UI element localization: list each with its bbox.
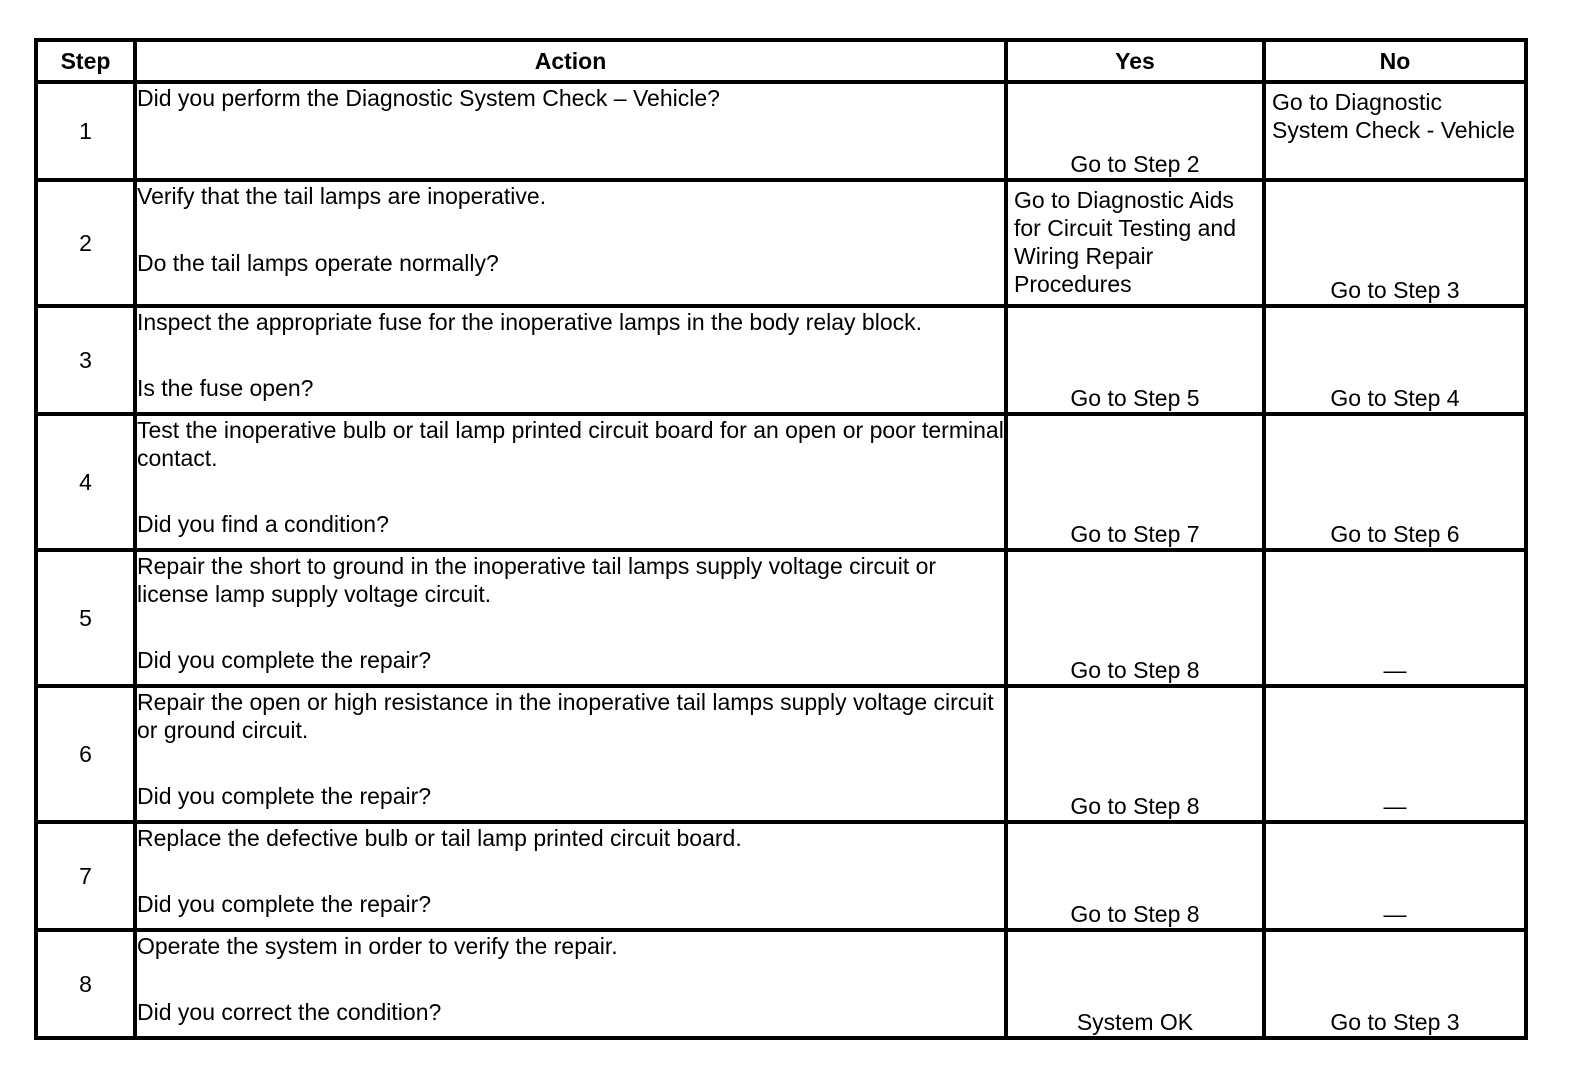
- yes-cell: Go to Step 8: [1006, 822, 1264, 930]
- header-no: No: [1264, 40, 1526, 82]
- action-cell: [135, 82, 1006, 180]
- header-step: Step: [36, 40, 135, 82]
- yes-cell: Go to Step 8: [1006, 686, 1264, 822]
- action-cell: [135, 550, 1006, 686]
- action-question: Did you find a condition?: [137, 511, 389, 537]
- action-instruction: Repair the open or high resistance in the inoperative tail lamps supply voltage circuit or ground circuit.: [137, 689, 994, 743]
- no-cell: Go to Step 6: [1264, 414, 1526, 550]
- step-number: 7: [36, 822, 135, 930]
- step-number: 3: [36, 306, 135, 414]
- action-instruction: Inspect the appropriate fuse for the inoperative lamps in the body relay block.: [137, 309, 923, 335]
- action-question: Did you complete the repair?: [137, 891, 432, 917]
- step-number: 2: [36, 180, 135, 306]
- step-number: 6: [36, 686, 135, 822]
- no-cell: Go to Diagnostic System Check - Vehicle: [1264, 82, 1526, 180]
- action-cell: [135, 414, 1006, 550]
- no-cell: —: [1264, 550, 1526, 686]
- action-instruction: Test the inoperative bulb or tail lamp printed circuit board for an open or poor terminal contact.: [137, 417, 1004, 471]
- yes-cell: Go to Step 5: [1006, 306, 1264, 414]
- yes-cell: Go to Step 7: [1006, 414, 1264, 550]
- table-row: [36, 414, 1526, 550]
- table-row: [36, 930, 1526, 1038]
- header-row: [36, 40, 1526, 82]
- action-question: Did you complete the repair?: [137, 647, 432, 673]
- action-instruction: Repair the short to ground in the inoperative tail lamps supply voltage circuit or license lamp supply voltage circuit.: [137, 553, 937, 607]
- table-row: [36, 686, 1526, 822]
- no-cell: Go to Step 4: [1264, 306, 1526, 414]
- step-number: 5: [36, 550, 135, 686]
- no-cell: Go to Step 3: [1264, 180, 1526, 306]
- table-row: [36, 550, 1526, 686]
- yes-cell: Go to Step 2: [1006, 82, 1264, 180]
- action-question: Did you correct the condition?: [137, 999, 442, 1025]
- no-cell: Go to Step 3: [1264, 930, 1526, 1038]
- yes-cell: System OK: [1006, 930, 1264, 1038]
- action-question: Do the tail lamps operate normally?: [137, 250, 499, 276]
- action-cell: [135, 306, 1006, 414]
- table-row: [36, 822, 1526, 930]
- action-question: Is the fuse open?: [137, 375, 314, 401]
- action-instruction: Verify that the tail lamps are inoperative.: [137, 183, 547, 209]
- yes-cell: Go to Diagnostic Aids for Circuit Testing and Wiring Repair Procedures: [1006, 180, 1264, 306]
- action-instruction: Operate the system in order to verify the repair.: [137, 933, 618, 959]
- step-number: 1: [36, 82, 135, 180]
- action-instruction: Replace the defective bulb or tail lamp printed circuit board.: [137, 825, 742, 851]
- table-row: [36, 180, 1526, 306]
- diagnostic-table: [34, 38, 1528, 1040]
- action-question: Did you complete the repair?: [137, 783, 432, 809]
- step-number: 4: [36, 414, 135, 550]
- action-cell: [135, 180, 1006, 306]
- header-yes: Yes: [1006, 40, 1264, 82]
- action-cell: [135, 822, 1006, 930]
- table-row: [36, 82, 1526, 180]
- yes-cell: Go to Step 8: [1006, 550, 1264, 686]
- action-cell: [135, 930, 1006, 1038]
- table-row: [36, 306, 1526, 414]
- action-instruction: Did you perform the Diagnostic System Check – Vehicle?: [137, 85, 720, 111]
- header-action: Action: [135, 40, 1006, 82]
- step-number: 8: [36, 930, 135, 1038]
- no-cell: —: [1264, 686, 1526, 822]
- no-cell: —: [1264, 822, 1526, 930]
- action-cell: [135, 686, 1006, 822]
